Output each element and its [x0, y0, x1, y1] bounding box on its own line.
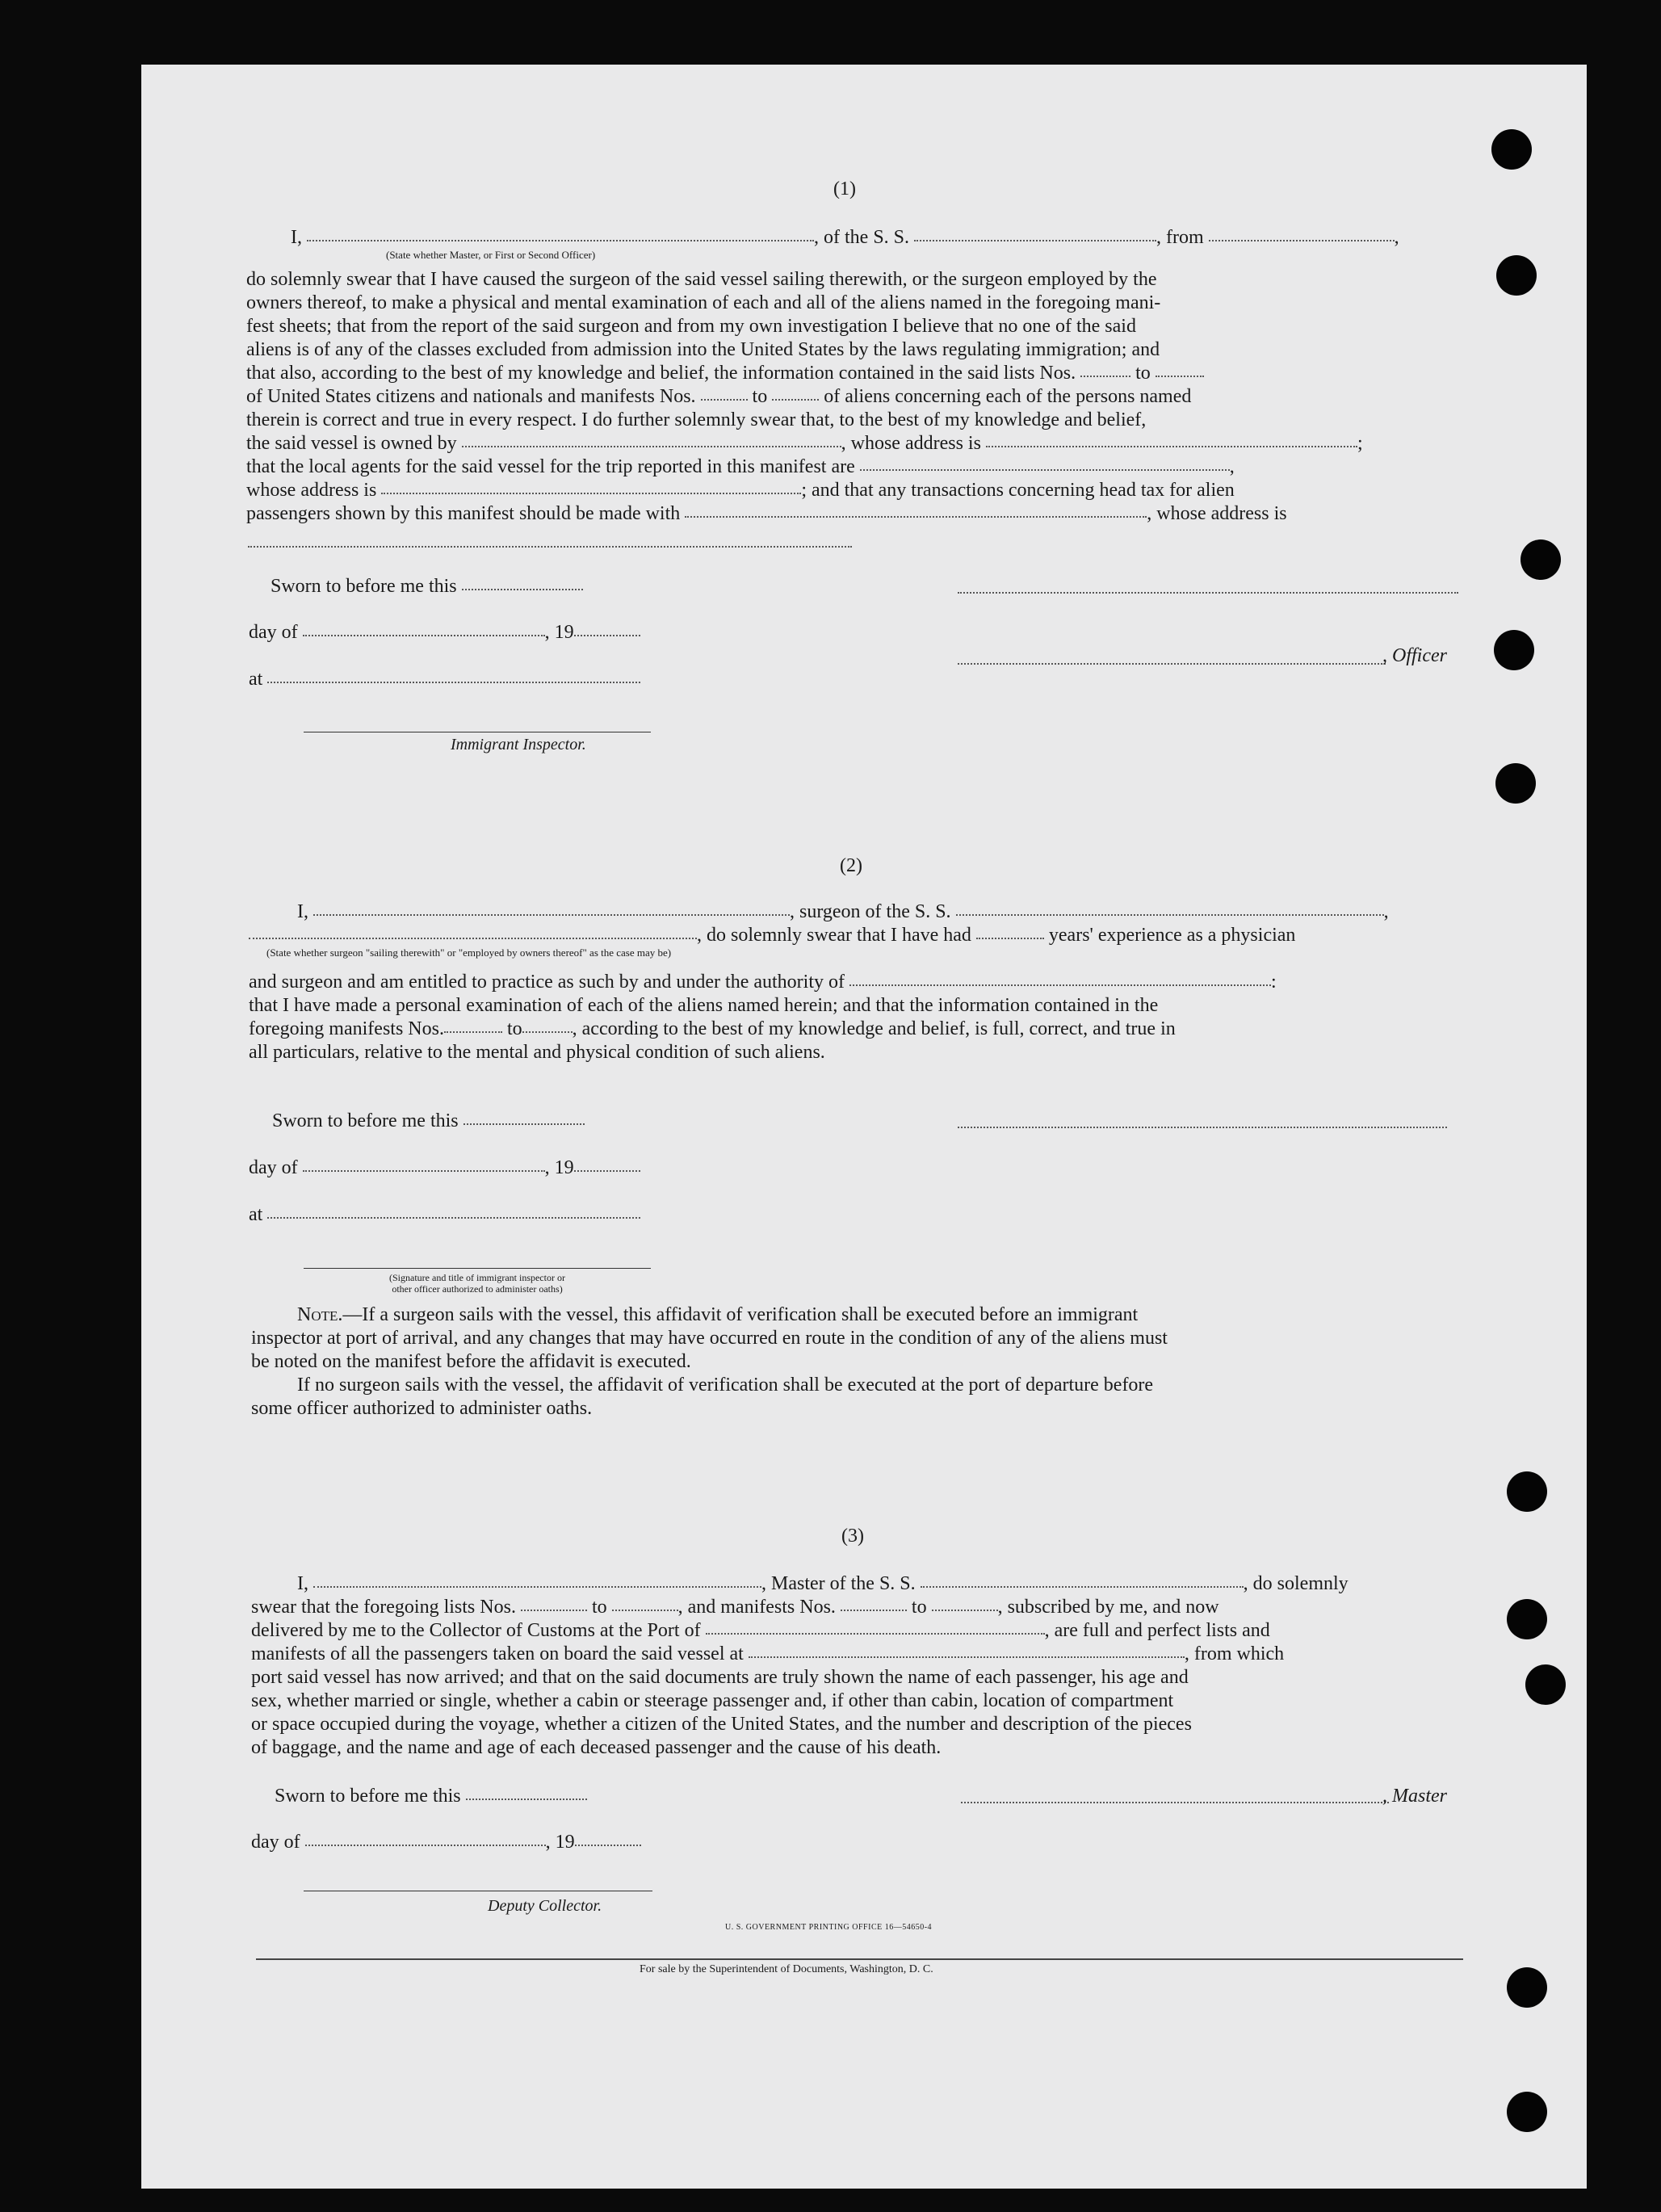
section-number: (2): [840, 855, 862, 876]
sworn-month-blank[interactable]: [303, 1170, 545, 1172]
agents-address-blank[interactable]: [381, 493, 801, 494]
owner-blank[interactable]: [462, 446, 841, 447]
body-line: of United States citizens and nationals and manifests Nos. to of aliens concerning each of the persons named: [246, 386, 1192, 407]
collector-title: Deputy Collector.: [488, 1897, 602, 1915]
sworn-month-blank[interactable]: [303, 635, 545, 636]
manifest-from-blank[interactable]: [444, 1031, 502, 1033]
sworn-year-blank[interactable]: [574, 635, 640, 636]
manifest-from-blank[interactable]: [701, 399, 748, 401]
sworn-day-blank[interactable]: [463, 1123, 585, 1125]
body-line: that also, according to the best of my knowledge and belief, the information contained in the said lists Nos. to: [246, 362, 1204, 384]
years-experience-blank[interactable]: [976, 938, 1044, 939]
list-to-blank[interactable]: [612, 1610, 678, 1611]
sworn-year-blank[interactable]: [575, 1845, 641, 1846]
note-line: some officer authorized to administer oaths.: [251, 1398, 593, 1419]
oath-line: I, , surgeon of the S. S. ,: [297, 901, 1389, 922]
punch-hole: [1507, 2092, 1547, 2132]
body-line: that I have made a personal examination of each of the aliens named herein; and that the information contained in the: [249, 995, 1159, 1016]
sale-notice: For sale by the Superintendent of Documents, Washington, D. C.: [640, 1963, 933, 1975]
punch-hole: [1507, 1967, 1547, 2008]
local-agents-blank[interactable]: [860, 469, 1230, 471]
authority-blank[interactable]: [849, 984, 1271, 986]
punch-hole: [1494, 630, 1534, 670]
officer-signature-line[interactable]: [958, 592, 1458, 594]
officer-title: , Officer: [1382, 645, 1447, 666]
body-line: the said vessel is owned by , whose address is ;: [246, 433, 1363, 454]
day-of-label: day of , 19: [249, 621, 640, 644]
surgeon-status-blank[interactable]: [249, 938, 697, 939]
at-label: at: [249, 668, 640, 690]
manifest-to-blank[interactable]: [522, 1031, 573, 1033]
sworn-year-blank[interactable]: [574, 1170, 640, 1172]
owner-address-blank[interactable]: [986, 446, 1357, 447]
body-line: and surgeon and am entitled to practice as such by and under the authority of :: [249, 972, 1277, 993]
port-blank[interactable]: [706, 1633, 1045, 1635]
manifest-to-blank[interactable]: [772, 399, 819, 401]
list-to-blank[interactable]: [1156, 376, 1204, 377]
body-line: aliens is of any of the classes excluded from admission into the United States by the laws regulating immigration; and: [246, 339, 1160, 360]
officer-name-blank[interactable]: [307, 240, 814, 241]
signature-note: (Signature and title of immigrant inspector or: [389, 1272, 565, 1283]
inspector-title: Immigrant Inspector.: [451, 736, 586, 753]
note-line: be noted on the manifest before the affidavit is executed.: [251, 1351, 691, 1372]
punch-hole: [1507, 1599, 1547, 1639]
head-tax-party-blank[interactable]: [685, 516, 1147, 518]
vessel-name-blank[interactable]: [914, 240, 1156, 241]
oath-line: delivered by me to the Collector of Customs at the Port of , are full and perfect lists and: [251, 1620, 1270, 1641]
day-of-label: day of , 19: [249, 1156, 640, 1179]
surgeon-signature-line[interactable]: [958, 1127, 1447, 1128]
oath-line: I, , Master of the S. S. , do solemnly: [297, 1573, 1349, 1594]
master-name-blank[interactable]: [313, 1586, 761, 1588]
body-line: or space occupied during the voyage, whether a citizen of the United States, and the number and description of the pieces: [251, 1714, 1192, 1735]
body-line: passengers shown by this manifest should be made with , whose address is: [246, 503, 1287, 524]
punch-hole: [1491, 129, 1532, 170]
punch-hole: [1507, 1471, 1547, 1512]
master-vessel-blank[interactable]: [921, 1586, 1244, 1588]
note-line: inspector at port of arrival, and any changes that may have occurred en route in the condition of any of the aliens must: [251, 1328, 1168, 1349]
sworn-label: Sworn to before me this: [271, 575, 583, 598]
body-line: therein is correct and true in every respect. I do further solemnly swear that, to the best of my knowledge and belief,: [246, 409, 1147, 430]
punch-hole: [1525, 1664, 1566, 1705]
master-title: , Master: [1382, 1786, 1447, 1807]
sworn-label: Sworn to before me this: [275, 1785, 587, 1807]
section-number: (1): [833, 178, 856, 199]
printing-office: U. S. GOVERNMENT PRINTING OFFICE 16—54650-4: [725, 1923, 933, 1932]
note-line: Note.—If a surgeon sails with the vessel, this affidavit of verification shall be executed before an immigrant: [297, 1304, 1139, 1325]
body-line: all particulars, relative to the mental and physical condition of such aliens.: [249, 1042, 825, 1063]
footer-rule: [256, 1958, 1463, 1960]
manifest-to-blank[interactable]: [932, 1610, 998, 1611]
sworn-label: Sworn to before me this: [272, 1110, 585, 1132]
address-blank[interactable]: [248, 546, 852, 548]
oath-line: manifests of all the passengers taken on board the said vessel at , from which: [251, 1643, 1285, 1664]
master-signature-line[interactable]: [961, 1802, 1389, 1803]
body-line: sex, whether married or single, whether a cabin or steerage passenger and, if other than cabin, location of compartment: [251, 1690, 1174, 1711]
signature-note: other officer authorized to administer oaths): [392, 1283, 563, 1295]
at-label: at: [249, 1203, 640, 1226]
list-from-blank[interactable]: [1080, 376, 1130, 377]
sworn-place-blank[interactable]: [267, 1217, 640, 1219]
punch-hole: [1520, 539, 1561, 580]
body-line: owners thereof, to make a physical and mental examination of each and all of the aliens named in the foregoing mani-: [246, 292, 1161, 313]
surgeon-vessel-blank[interactable]: [956, 914, 1384, 916]
body-line: fest sheets; that from the report of the said surgeon and from my own investigation I believe that no one of the said: [246, 316, 1136, 337]
body-line: of baggage, and the name and age of each deceased passenger and the cause of his death.: [251, 1737, 942, 1758]
punch-hole: [1495, 763, 1536, 804]
manifest-from-blank[interactable]: [841, 1610, 907, 1611]
list-from-blank[interactable]: [521, 1610, 587, 1611]
day-of-label: day of , 19: [251, 1831, 641, 1853]
body-line: that the local agents for the said vessel for the trip reported in this manifest are ,: [246, 456, 1235, 477]
sworn-day-blank[interactable]: [462, 589, 583, 590]
oath-line: , do solemnly swear that I have had years' experience as a physician: [249, 924, 1295, 947]
sworn-place-blank[interactable]: [267, 682, 640, 683]
oath-line: I, , of the S. S. , from ,: [291, 227, 1399, 248]
boarding-port-blank[interactable]: [749, 1656, 1185, 1658]
officer-note: (State whether Master, or First or Second Officer): [386, 249, 596, 261]
sworn-day-blank[interactable]: [466, 1799, 587, 1800]
officer-title-line[interactable]: [958, 663, 1386, 665]
section-number: (3): [841, 1526, 864, 1547]
oath-line: swear that the foregoing lists Nos. to , and manifests Nos. to , subscribed by me, and now: [251, 1597, 1219, 1618]
surgeon-name-blank[interactable]: [313, 914, 790, 916]
punch-hole: [1496, 255, 1537, 296]
surgeon-note: (State whether surgeon "sailing therewith" or "employed by owners thereof" as the case may be): [266, 947, 672, 959]
body-line: do solemnly swear that I have caused the surgeon of the said vessel sailing therewith, or the surgeon employed by the: [246, 269, 1157, 290]
body-line: foregoing manifests Nos. to , according to the best of my knowledge and belief, is full, correct, and true in: [249, 1018, 1176, 1039]
note-line: If no surgeon sails with the vessel, the affidavit of verification shall be executed at the port of departure before: [297, 1375, 1154, 1396]
inspector-signature-line[interactable]: [304, 1268, 651, 1269]
body-line: port said vessel has now arrived; and that on the said documents are truly shown the name of each passenger, his age and: [251, 1667, 1189, 1688]
body-line: whose address is ; and that any transactions concerning head tax for alien: [246, 480, 1235, 501]
from-port-blank[interactable]: [1209, 240, 1395, 241]
sworn-month-blank[interactable]: [305, 1845, 546, 1846]
